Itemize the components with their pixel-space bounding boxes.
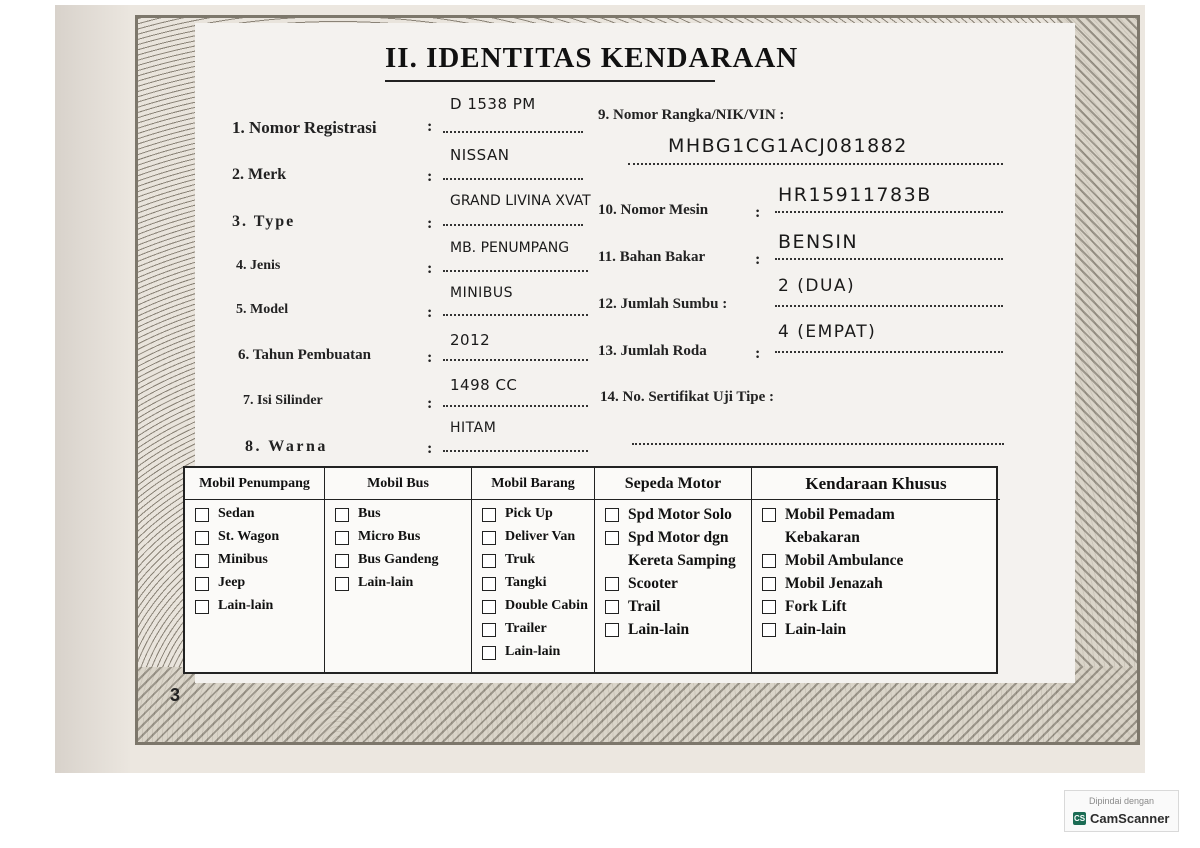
checkbox[interactable] [195,508,209,522]
section-title: II. IDENTITAS KENDARAAN [385,42,799,74]
field-colon: : [427,304,433,321]
camscanner-watermark [1064,790,1179,832]
checkbox[interactable] [605,531,619,545]
category-item[interactable]: Deliver Van [482,529,588,552]
field-dotted-line [775,258,1003,260]
field-dotted-line [443,131,583,133]
category-column-mobil-barang [472,468,595,672]
checkbox[interactable] [762,508,776,522]
checkbox[interactable] [195,600,209,614]
field-value-jenis: MB. PENUMPANG [450,240,570,256]
category-header: Kendaraan Khusus [752,468,1000,500]
category-item[interactable]: Tangki [482,575,588,598]
field-dotted-line [443,405,588,407]
field-value-nomor-mesin: HR15911783B [778,184,932,206]
field-dotted-line [443,450,588,452]
checkbox[interactable] [605,577,619,591]
category-item[interactable]: Bus [335,506,439,529]
field-value-nomor-registrasi: D 1538 PM [450,95,536,113]
field-dotted-line [775,351,1003,353]
field-colon: : [755,345,761,362]
field-label-warna: 8. Warna [245,438,328,455]
category-item[interactable]: Double Cabin [482,598,588,621]
field-dotted-line [628,163,1003,165]
category-item[interactable]: Truk [482,552,588,575]
field-label-jumlah-roda: 13. Jumlah Roda [598,343,707,359]
field-dotted-line [443,178,583,180]
checkbox[interactable] [195,531,209,545]
checkbox[interactable] [605,623,619,637]
category-header: Sepeda Motor [595,468,751,500]
checkbox[interactable] [482,508,496,522]
field-label-tahun-pembuatan: 6. Tahun Pembuatan [238,347,371,363]
category-header: Mobil Barang [472,468,594,500]
category-header: Mobil Bus [325,468,471,500]
category-item[interactable]: St. Wagon [195,529,279,552]
category-item[interactable]: Bus Gandeng [335,552,439,575]
field-dotted-line [632,443,1004,445]
field-value-tahun-pembuatan: 2012 [450,331,491,349]
field-value-merk: NISSAN [450,146,510,164]
checkbox[interactable] [605,600,619,614]
checkbox[interactable] [605,508,619,522]
checkbox[interactable] [335,577,349,591]
field-dotted-line [775,211,1003,213]
field-value-jumlah-sumbu: 2 (DUA) [778,276,856,296]
category-item[interactable]: Pick Up [482,506,588,529]
checkbox[interactable] [482,554,496,568]
checkbox[interactable] [762,554,776,568]
field-label-nomor-mesin: 10. Nomor Mesin [598,202,709,218]
field-value-bahan-bakar: BENSIN [778,231,859,253]
field-label-merk: 2. Merk [232,166,287,183]
field-colon: : [755,251,761,268]
category-item[interactable]: Spd Motor dgn [605,529,736,552]
checkbox[interactable] [762,623,776,637]
category-header: Mobil Penumpang [185,468,324,500]
field-dotted-line [443,270,588,272]
checkbox[interactable] [762,577,776,591]
field-label-isi-silinder: 7. Isi Silinder [243,393,323,408]
category-column-kendaraan-khusus [752,468,1000,672]
category-item[interactable]: Lain-lain [335,575,439,598]
checkbox[interactable] [195,554,209,568]
checkbox[interactable] [335,531,349,545]
field-colon: : [427,440,433,457]
category-item-continuation: Kereta Samping [628,552,736,569]
category-item[interactable]: Mobil Ambulance [762,552,903,575]
category-item[interactable]: Lain-lain [605,621,736,644]
category-item[interactable]: Spd Motor Solo [605,506,736,529]
field-value-model: MINIBUS [450,285,514,301]
field-value-isi-silinder: 1498 CC [450,376,518,394]
category-item[interactable]: Jeep [195,575,279,598]
category-item[interactable]: Trailer [482,621,588,644]
checkbox[interactable] [482,600,496,614]
field-value-nomor-rangka: MHBG1CG1ACJ081882 [668,135,908,157]
field-colon: : [427,168,433,185]
checkbox[interactable] [482,646,496,660]
field-label-nomor-registrasi: 1. Nomor Registrasi [232,118,377,137]
field-colon: : [427,118,433,135]
checkbox[interactable] [482,577,496,591]
checkbox[interactable] [762,600,776,614]
category-item[interactable]: Minibus [195,552,279,575]
checkbox[interactable] [335,554,349,568]
category-item[interactable]: Trail [605,598,736,621]
field-value-warna: HITAM [450,420,497,436]
category-item[interactable]: Mobil Jenazah [762,575,903,598]
field-label-nomor-rangka: 9. Nomor Rangka/NIK/VIN : [598,107,785,123]
category-item[interactable]: Micro Bus [335,529,439,552]
category-column-mobil-penumpang [185,468,325,672]
camscanner-logo-icon: CS [1073,814,1086,823]
field-colon: : [755,204,761,221]
checkbox[interactable] [195,577,209,591]
category-item-continuation: Kebakaran [785,529,860,546]
field-label-jenis: 4. Jenis [236,258,281,273]
watermark-brand: CamScanner [1090,811,1170,826]
vehicle-category-table [183,466,998,674]
category-item[interactable]: Lain-lain [195,598,279,621]
field-colon: : [427,215,433,232]
page-edge [55,5,130,773]
watermark-caption: Dipindai dengan [1088,796,1155,806]
field-dotted-line [443,224,583,226]
category-item[interactable]: Lain-lain [762,621,903,644]
field-colon: : [427,395,433,412]
title-underline [385,80,715,82]
field-colon: : [427,260,433,277]
field-label-type: 3. Type [232,213,296,230]
field-label-jumlah-sumbu: 12. Jumlah Sumbu : [598,296,728,312]
field-value-jumlah-roda: 4 (EMPAT) [778,322,877,342]
field-dotted-line [443,359,588,361]
category-item[interactable]: Mobil Pemadam [762,506,903,529]
category-item[interactable]: Scooter [605,575,736,598]
checkbox[interactable] [335,508,349,522]
field-dotted-line [775,305,1003,307]
field-label-bahan-bakar: 11. Bahan Bakar [598,249,706,265]
category-item[interactable]: Sedan [195,506,279,529]
category-column-sepeda-motor [595,468,752,672]
category-column-mobil-bus [325,468,472,672]
field-value-type: GRAND LIVINA XVAT [450,193,591,209]
checkbox[interactable] [482,623,496,637]
field-label-model: 5. Model [236,302,289,317]
field-label-sertifikat-uji: 14. No. Sertifikat Uji Tipe : [600,389,775,405]
category-item[interactable]: Fork Lift [762,598,903,621]
checkbox[interactable] [482,531,496,545]
field-dotted-line [443,314,588,316]
field-colon: : [427,349,433,366]
page-number: 3 [170,685,181,705]
category-item[interactable]: Lain-lain [482,644,588,667]
